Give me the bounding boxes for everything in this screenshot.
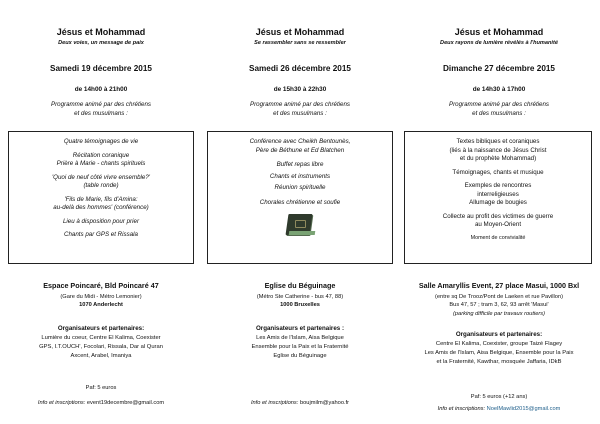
organiser-line: Lumière du coeur, Centre El Kalima, Coexister [41, 334, 161, 341]
event-title: Jésus et Mohammad [56, 27, 146, 37]
organiser-line: Eglise du Béguinage [273, 353, 327, 360]
venue-postcode: 1000 Bruxelles [280, 302, 320, 309]
event-title: Jésus et Mohammad [454, 27, 544, 37]
organiser-line: Les Amis de l'Islam, Aisa Belgique [256, 334, 344, 341]
program-item-line: au Moyen-Orient [474, 221, 522, 229]
program-item: Chants et instruments [269, 172, 331, 180]
event-column-27-december [400, 0, 598, 424]
program-box [8, 131, 194, 264]
contact-email[interactable]: boujmilm@yahoo.fr [299, 400, 350, 406]
program-item-line: Récitation coranique [72, 151, 130, 159]
program-item [13, 152, 189, 169]
program-intro-line: et des musulmans : [472, 109, 526, 117]
organiser-line: GPS, I.T.OUCH', Focolari, Rissala, Dar al Quran [39, 344, 163, 351]
venue-name: Espace Poincaré, Bld Poincaré 47 [43, 281, 159, 290]
program-box [404, 131, 592, 264]
info-label: Info et inscriptions: [37, 400, 86, 406]
organisers-heading: Organisateurs et partenaires: [455, 331, 543, 338]
program-item-line: 'Quoi de neuf côté vivre ensemble?' [52, 173, 150, 181]
info-label: Info et inscriptions: [250, 400, 299, 406]
venue-postcode: 1070 Anderlecht [79, 302, 123, 309]
venue-name: Eglise du Béguinage [264, 281, 336, 290]
info-label: Info et inscriptions: [437, 406, 486, 412]
program-intro-line: Programme animé par des chrétiens [50, 101, 152, 108]
program-item [13, 174, 189, 191]
program-item-line: Père de Béthune et Ed Blatchen [255, 146, 345, 154]
program-item-line: et du prophète Mohammad) [459, 155, 537, 163]
program-item: Témoignages, chants et musique [452, 168, 544, 176]
venue-details [201, 293, 399, 310]
program-intro-line: et des musulmans : [273, 109, 327, 117]
program-item: Réunion spirituelle [274, 184, 326, 192]
info-line [2, 399, 200, 407]
entry-fee: Paf: 5 euros (+12 ans) [470, 394, 528, 400]
venue-access: (entre sq De Trooz/Pont de Laeken et rue Pavillon) [434, 294, 564, 300]
organiser-line: Ensemble pour la Paix et la Fraternité [251, 344, 349, 351]
info-line [201, 399, 399, 407]
event-hours: de 14h00 à 21h00 [74, 86, 128, 93]
program-item: Quatre témoignages de vie [63, 138, 139, 145]
venue-transport: Bus 47, 57 ; tram 3, 62, 93 arrêt 'Masui' [449, 302, 549, 309]
organisers-heading: Organisateurs et partenaires: [57, 325, 145, 332]
program-intro-line: et des musulmans : [74, 109, 128, 117]
program-intro [201, 101, 399, 119]
program-item-line: (table ronde) [83, 182, 119, 190]
program-item: Chants par GPS et Rissala [64, 231, 138, 239]
program-item-line: (liés à la naissance de Jésus Christ [449, 146, 547, 154]
contact-email[interactable]: event19decembre@gmail.com [86, 400, 165, 406]
info-line [400, 405, 598, 413]
program-item-line: Prière à Marie - chants spirituels [56, 160, 146, 168]
program-item-line: Textes bibliques et coraniques [456, 138, 540, 145]
program-intro-line: Programme animé par des chrétiens [249, 101, 351, 108]
organiser-line: Axcent, Arabel, Imaniya [70, 353, 132, 360]
venue-details [2, 293, 200, 310]
organisers-heading: Organisateurs et partenaires : [255, 325, 345, 332]
entry-fee: Paf: 5 euros [85, 385, 117, 391]
event-date: Samedi 19 décembre 2015 [50, 64, 152, 73]
event-date: Dimanche 27 décembre 2015 [443, 64, 555, 73]
organisers [201, 324, 399, 362]
program-item [212, 138, 388, 155]
event-hours: de 14h30 à 17h00 [472, 86, 526, 93]
book-icon [283, 211, 317, 239]
event-title: Jésus et Mohammad [255, 27, 345, 37]
venue-details [400, 293, 598, 318]
event-column-26-december [201, 0, 399, 424]
program-item: Moment de convivialité [470, 234, 526, 241]
venue-access: (Métro Ste Catherine - bus 47, 88) [256, 294, 344, 300]
program-item-line: Conférence avec Cheikh Bentounès, [249, 138, 351, 145]
program-intro [2, 101, 200, 119]
program-item: Lieu à disposition pour prier [62, 217, 139, 225]
event-subtitle: Se rassembler sans se ressembler [254, 40, 346, 46]
organiser-line: Les Amis de l'Islam, Aisa Belgique, Ensemble pour la Paix [424, 350, 574, 357]
venue-access: (Gare du Midi - Métro Lemonier) [60, 294, 142, 300]
program-item [409, 138, 587, 164]
program-item-line: 'Fils de Marie, fils d'Amina: [64, 195, 138, 203]
program-item [13, 196, 189, 213]
venue-name: Salle Amaryllis Event, 27 place Masui, 1000 Bxl [418, 281, 580, 290]
program-item [409, 182, 587, 208]
contact-email[interactable]: NoelMawlid2015@gmail.com [486, 406, 561, 412]
program-item-line: au-delà des hommes' (conférence) [53, 204, 149, 212]
program-item-line: Exemples de rencontres [464, 182, 532, 190]
program-intro-line: Programme animé par des chrétiens [448, 101, 550, 108]
program-item [409, 213, 587, 230]
program-item: Chorales chrétienne et soufie [259, 198, 341, 206]
venue-parking-note: (parking difficile par travaux routiers) [453, 310, 545, 317]
event-subtitle: Deux rayons de lumière révélés à l'humanité [440, 40, 558, 46]
event-hours: de 15h30 à 22h30 [273, 86, 327, 93]
program-item-line: Collecte au profit des victimes de guerre [442, 212, 554, 220]
organisers [400, 330, 598, 368]
program-box [207, 131, 393, 264]
program-item-line: interreligieuses [477, 190, 519, 198]
program-item-line: Allumage de bougies [469, 199, 527, 207]
program-intro [400, 101, 598, 119]
program-item: Buffet repas libre [276, 161, 324, 169]
event-subtitle: Deux voies, un message de paix [58, 40, 144, 46]
organisers [2, 324, 200, 362]
event-date: Samedi 26 décembre 2015 [249, 64, 351, 73]
event-column-19-december [2, 0, 200, 424]
organiser-line: et la Fraternité, Kawthar, mosquée Jaffaria, IDkB [436, 359, 562, 366]
organiser-line: Centre El Kalima, Coexister, groupe Taizé Flagey [435, 340, 563, 347]
